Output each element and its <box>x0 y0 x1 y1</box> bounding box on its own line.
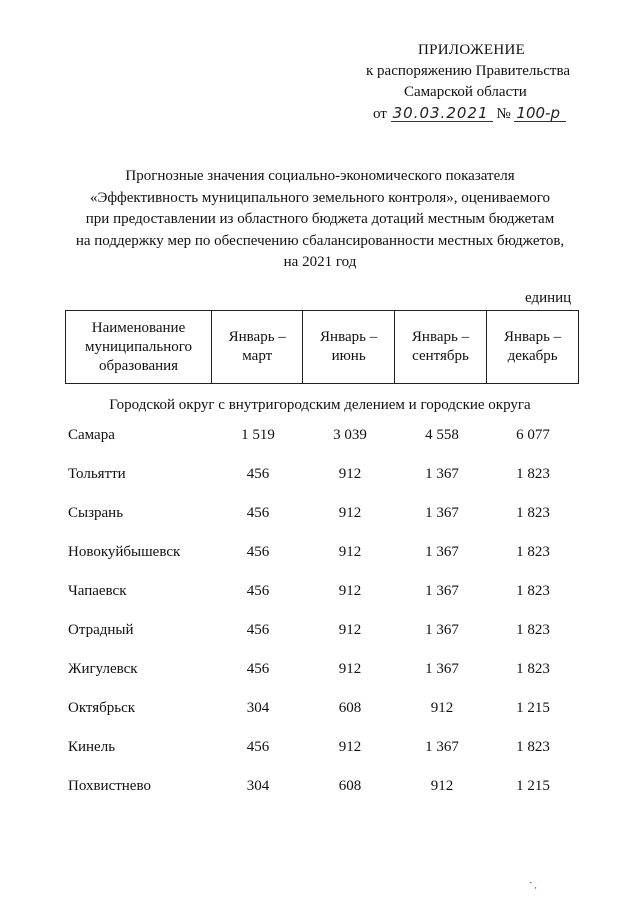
row-name: Самара <box>68 427 115 443</box>
row-q2: 3 039 <box>333 427 367 443</box>
row-q4: 1 215 <box>516 778 550 794</box>
table-row <box>0 502 640 541</box>
row-q2: 912 <box>338 505 362 521</box>
row-q3: 1 367 <box>425 583 459 599</box>
section-heading: Городской округ с внутригородским делением и городские округа <box>109 397 531 413</box>
row-q4: 1 215 <box>516 700 550 716</box>
row-q4: 1 823 <box>516 739 550 755</box>
row-q1: 456 <box>246 661 270 677</box>
header-q4: Январь – декабрь <box>487 311 579 384</box>
title-line: «Эффективность муниципального земельного контроля», оцениваемого <box>90 189 550 206</box>
table-row <box>0 580 640 619</box>
handwritten-number: 100-р <box>514 106 566 122</box>
row-q4: 1 823 <box>516 583 550 599</box>
table-row <box>0 658 640 697</box>
header-name: Наименование муниципального образования <box>66 311 212 384</box>
row-name: Чапаевск <box>68 583 127 599</box>
title-line: Прогнозные значения социально-экономического показателя <box>125 168 515 184</box>
scan-mark: `. <box>528 879 538 893</box>
row-q2: 608 <box>338 700 362 716</box>
title-line: на поддержку мер по обеспечению сбалансированности местных бюджетов, <box>75 232 565 249</box>
table-body <box>0 424 640 814</box>
handwritten-date: 30.03.2021 <box>391 106 493 122</box>
appendix-title: ПРИЛОЖЕНИЕ <box>418 42 526 58</box>
row-q1: 456 <box>246 466 270 482</box>
row-q3: 1 367 <box>425 505 459 521</box>
row-q3: 1 367 <box>425 661 459 677</box>
row-q4: 6 077 <box>516 427 550 443</box>
units-label: единиц <box>525 290 572 306</box>
row-q2: 608 <box>338 778 362 794</box>
row-name: Новокуйбышевск <box>68 544 181 560</box>
row-q1: 1 519 <box>241 427 275 443</box>
row-name: Отрадный <box>68 622 134 638</box>
row-name: Похвистнево <box>68 778 151 794</box>
row-name: Тольятти <box>68 466 126 482</box>
row-q2: 912 <box>338 466 362 482</box>
row-q1: 456 <box>246 505 270 521</box>
appendix-date-number <box>373 106 566 123</box>
row-q4: 1 823 <box>516 466 550 482</box>
row-q1: 304 <box>246 700 270 716</box>
row-q2: 912 <box>338 661 362 677</box>
appendix-region: Самарской области <box>404 84 527 100</box>
row-q1: 456 <box>246 544 270 560</box>
row-q1: 456 <box>246 583 270 599</box>
row-q4: 1 823 <box>516 544 550 560</box>
row-q3: 4 558 <box>425 427 459 443</box>
row-q2: 912 <box>338 583 362 599</box>
document-title <box>40 166 600 274</box>
row-q3: 1 367 <box>425 466 459 482</box>
table-row <box>0 424 640 463</box>
header-q1: Январь – март <box>212 311 303 384</box>
row-q1: 304 <box>246 778 270 794</box>
header-q2: Январь – июнь <box>303 311 394 384</box>
row-q2: 912 <box>338 739 362 755</box>
title-line: на 2021 год <box>283 254 357 270</box>
row-q3: 912 <box>430 700 454 716</box>
row-q3: 1 367 <box>425 544 459 560</box>
row-name: Кинель <box>68 739 116 755</box>
row-q4: 1 823 <box>516 661 550 677</box>
row-q2: 912 <box>338 622 362 638</box>
header-q3: Январь – сентябрь <box>394 311 486 384</box>
from-label: от <box>373 106 387 122</box>
row-q3: 1 367 <box>425 622 459 638</box>
title-line: при предоставлении из областного бюджета дотаций местным бюджетам <box>85 211 555 227</box>
row-q1: 456 <box>246 739 270 755</box>
row-q1: 456 <box>246 622 270 638</box>
row-q4: 1 823 <box>516 622 550 638</box>
table-row <box>0 463 640 502</box>
row-q3: 912 <box>430 778 454 794</box>
number-label: № <box>496 106 511 122</box>
table-row <box>0 619 640 658</box>
table-row <box>0 775 640 814</box>
table-row <box>0 541 640 580</box>
table-header <box>65 310 579 384</box>
table-row <box>0 697 640 736</box>
row-name: Сызрань <box>68 505 124 521</box>
row-q3: 1 367 <box>425 739 459 755</box>
row-name: Октябрьск <box>68 700 136 716</box>
row-q2: 912 <box>338 544 362 560</box>
table-row <box>0 736 640 775</box>
appendix-reference: к распоряжению Правительства <box>366 63 571 79</box>
row-q4: 1 823 <box>516 505 550 521</box>
row-name: Жигулевск <box>68 661 138 677</box>
